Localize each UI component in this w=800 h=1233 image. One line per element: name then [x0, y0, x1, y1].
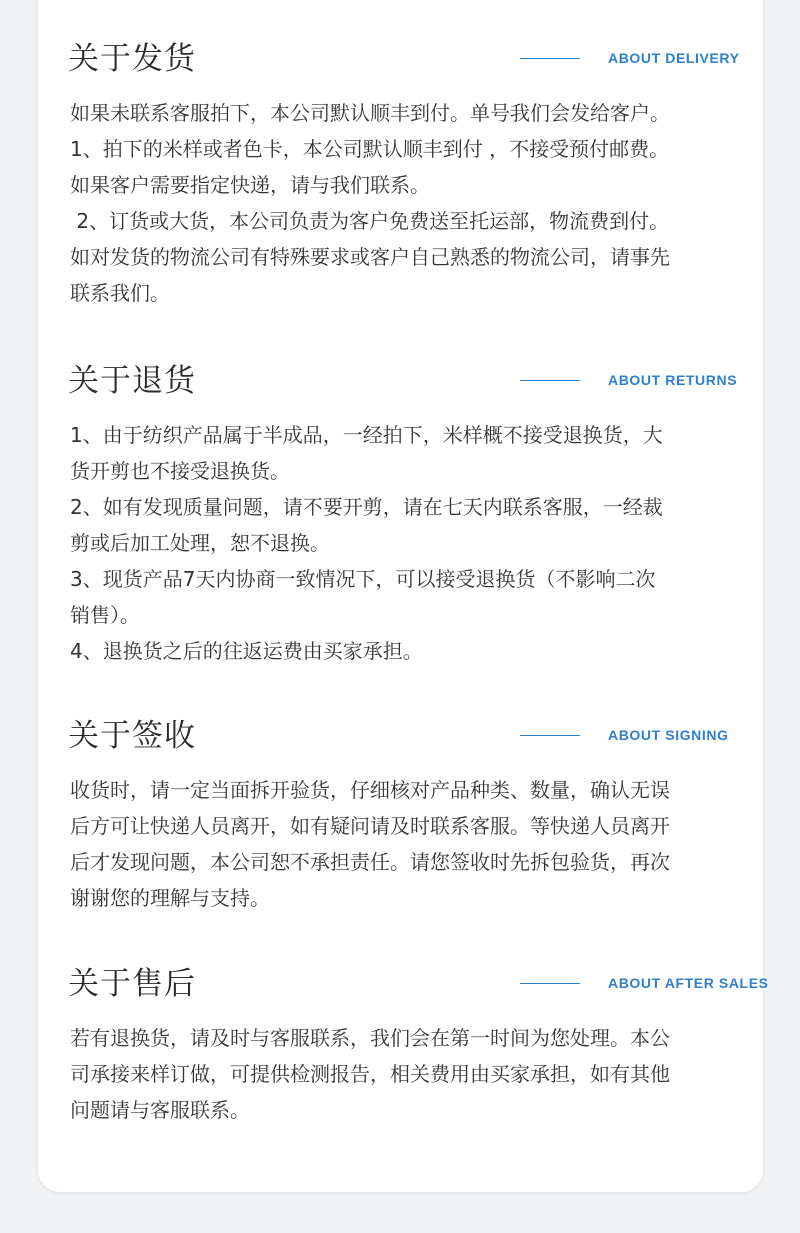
text-line: 谢谢您的理解与支持。	[70, 886, 270, 910]
text-line: 联系我们。	[70, 281, 170, 305]
text-line: 1、拍下的米样或者色卡，本公司默认顺丰到付 ，不接受预付邮费。	[70, 137, 670, 161]
section-body	[70, 417, 740, 669]
text-line: 后才发现问题，本公司恕不承担责任。请您签收时先拆包验货，再次	[70, 850, 670, 874]
decorative-line	[520, 58, 580, 59]
decorative-line	[520, 380, 580, 381]
decorative-line	[520, 983, 580, 984]
section-english-label: ABOUT SIGNING	[608, 727, 729, 743]
section-body	[70, 95, 740, 311]
section-title: 关于签收	[68, 718, 196, 754]
text-line: 2、如有发现质量问题，请不要开剪，请在七天内联系客服，一经裁	[70, 495, 663, 519]
section-english-label: ABOUT AFTER SALES	[608, 975, 769, 991]
section-title: 关于售后	[68, 966, 196, 1002]
text-line: 4、退换货之后的往返运费由买家承担。	[70, 639, 423, 663]
section-body	[70, 772, 740, 916]
text-line: 1、由于纺织产品属于半成品，一经拍下，米样概不接受退换货，大	[70, 423, 663, 447]
text-line: 3、现货产品7天内协商一致情况下，可以接受退换货（不影响二次	[70, 567, 656, 591]
text-line: 如对发货的物流公司有特殊要求或客户自己熟悉的物流公司，请事先	[70, 245, 670, 269]
text-line: 后方可让快递人员离开，如有疑问请及时联系客服。等快递人员离开	[70, 814, 670, 838]
text-line: 销售）。	[70, 603, 140, 627]
text-line: 如果客户需要指定快递，请与我们联系。	[70, 173, 430, 197]
section-title: 关于退货	[68, 363, 196, 399]
section-body	[70, 1020, 740, 1128]
section-title: 关于发货	[68, 41, 196, 77]
decorative-line	[520, 735, 580, 736]
text-line: 如果未联系客服拍下，本公司默认顺丰到付。单号我们会发给客户。	[70, 101, 670, 125]
section-english-label: ABOUT RETURNS	[608, 372, 738, 388]
text-line: 若有退换货，请及时与客服联系，我们会在第一时间为您处理。本公	[70, 1026, 670, 1050]
section-english-label: ABOUT DELIVERY	[608, 50, 740, 66]
text-line: 2、订货或大货，本公司负责为客户免费送至托运部，物流费到付。	[70, 209, 670, 233]
text-line: 货开剪也不接受退换货。	[70, 459, 290, 483]
text-line: 问题请与客服联系。	[70, 1098, 250, 1122]
text-line: 司承接来样订做，可提供检测报告，相关费用由买家承担，如有其他	[70, 1062, 670, 1086]
info-card	[38, 0, 769, 1192]
text-line: 剪或后加工处理，恕不退换。	[70, 531, 330, 555]
text-line: 收货时，请一定当面拆开验货，仔细核对产品种类、数量，确认无误	[70, 778, 670, 802]
